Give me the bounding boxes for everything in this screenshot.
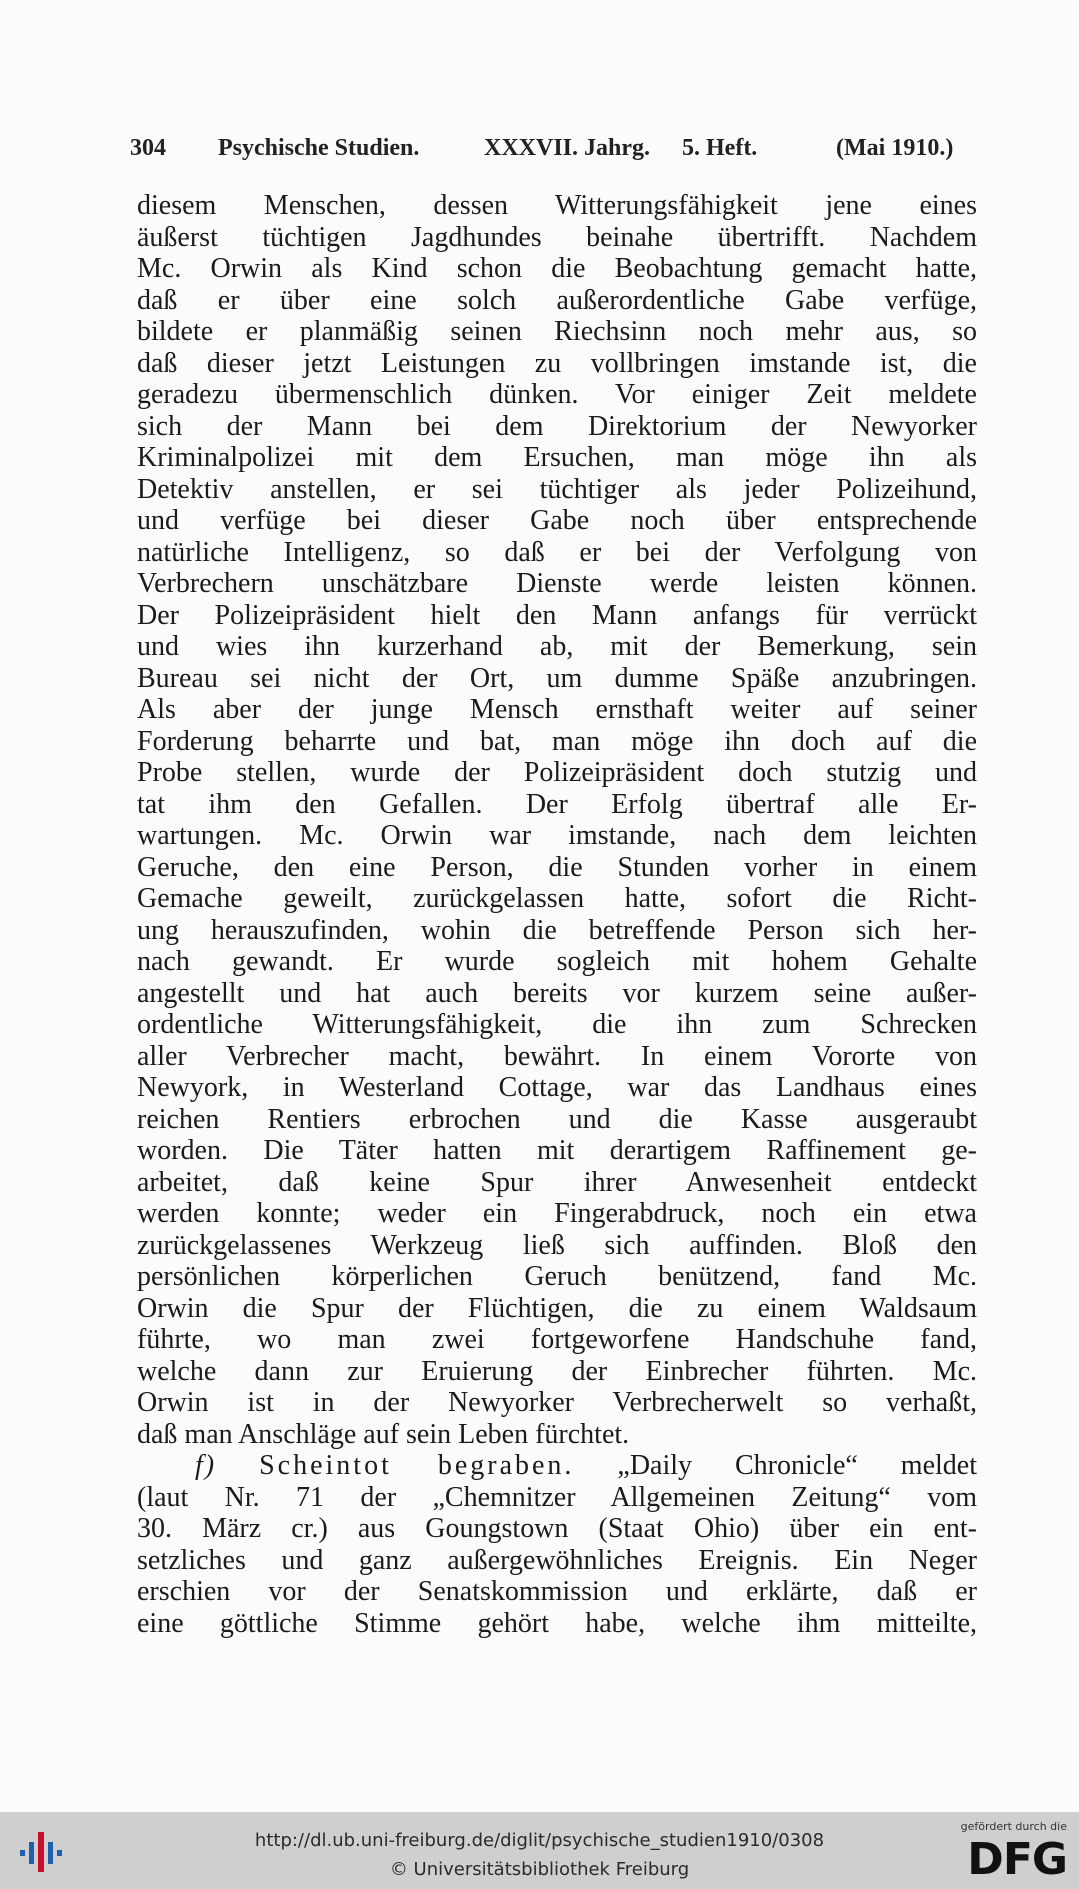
section-heading: Scheintot begraben.	[259, 1450, 575, 1481]
text-line: ung herauszufinden, wohin die betreffende Person sich her-	[137, 914, 977, 946]
dfg-tagline: gefördert durch die	[960, 1820, 1067, 1833]
running-head	[130, 135, 980, 171]
text-line: bildete er planmäßig seinen Riechsinn noch mehr aus, so	[137, 316, 977, 347]
text-line: natürliche Intelligenz, so daß er bei der Verfolgung von	[137, 536, 977, 568]
permalink-url[interactable]: http://dl.ub.uni-freiburg.de/diglit/psychische_studien1910/0308	[254, 1830, 825, 1851]
issue-label: 5. Heft.	[682, 135, 758, 161]
text-line: Als aber der junge Mensch ernsthaft weiter auf seiner	[137, 694, 977, 725]
text-line: Forderung beharrte und bat, man möge ihn doch auf die	[137, 725, 977, 757]
text-line: wartungen. Mc. Orwin war imstande, nach dem leichten	[137, 820, 977, 851]
text-line: Bureau sei nicht der Ort, um dumme Späße anzubringen.	[137, 662, 977, 694]
text-line: persönlichen körperlichen Geruch benützend, fand Mc.	[137, 1261, 977, 1292]
text-line: Der Polizeipräsident hielt den Mann anfangs für verrückt	[137, 599, 977, 631]
text-line: Mc. Orwin als Kind schon die Beobachtung gemacht hatte,	[137, 253, 977, 284]
text-line: werden konnte; weder ein Fingerabdruck, noch ein etwa	[137, 1198, 977, 1229]
text-line: angestellt und hat auch bereits vor kurzem seine außer-	[137, 977, 977, 1009]
viewer-footer	[0, 1812, 1079, 1889]
volume-label: XXXVII. Jahrg.	[484, 135, 651, 161]
text-line: führte, wo man zwei fortgeworfene Handschuhe fand,	[137, 1324, 977, 1355]
text-line: eine göttliche Stimme gehört habe, welche ihm mitteilte,	[137, 1607, 977, 1639]
text-line: Probe stellen, wurde der Polizeipräsident doch stutzig und	[137, 757, 977, 788]
text-line: reichen Rentiers erbrochen und die Kasse ausgeraubt	[137, 1103, 977, 1135]
text-line: daß dieser jetzt Leistungen zu vollbringen imstande ist, die	[137, 347, 977, 379]
text-line: diesem Menschen, dessen Witterungsfähigkeit jene eines	[137, 190, 977, 221]
text-line: Detektiv anstellen, er sei tüchtiger als jeder Polizeihund,	[137, 473, 977, 505]
journal-title: Psychische Studien.	[218, 135, 420, 161]
text-line: Geruche, den eine Person, die Stunden vorher in einem	[137, 851, 977, 883]
text-line: aller Verbrecher macht, bewährt. In einem Vororte von	[137, 1040, 977, 1072]
dfg-logo	[947, 1820, 1067, 1884]
text-line: daß er über eine solch außerordentliche Gabe verfüge,	[137, 284, 977, 316]
text-line: ordentliche Witterungsfähigkeit, die ihn zum Schrecken	[137, 1009, 977, 1040]
issue-date: (Mai 1910.)	[836, 135, 954, 161]
text-line: zurückgelassenes Werkzeug ließ sich auffinden. Bloß den	[137, 1229, 977, 1261]
paragraph-heading-line	[137, 1450, 977, 1482]
text-line: sich der Mann bei dem Direktorium der Newyorker	[137, 410, 977, 442]
dfg-wordmark: DFG	[967, 1834, 1067, 1885]
text-line: Newyork, in Westerland Cottage, war das Landhaus eines	[137, 1072, 977, 1103]
text-line: welche dann zur Eruierung der Einbrecher führten. Mc.	[137, 1355, 977, 1387]
body-text	[137, 190, 977, 1639]
text-line: und wies ihn kurzerhand ab, mit der Bemerkung, sein	[137, 631, 977, 662]
text-line: nach gewandt. Er wurde sogleich mit hohem Gehalte	[137, 946, 977, 977]
text-line: äußerst tüchtigen Jagdhundes beinahe übertrifft. Nachdem	[137, 221, 977, 253]
copyright-notice: © Universitätsbibliothek Freiburg	[389, 1859, 690, 1880]
page-number: 304	[130, 135, 166, 161]
text-line: 30. März cr.) aus Goungstown (Staat Ohio) über ein ent-	[137, 1513, 977, 1544]
text-line: arbeitet, daß keine Spur ihrer Anwesenheit entdeckt	[137, 1166, 977, 1198]
text-line: Orwin ist in der Newyorker Verbrecherwelt so verhaßt,	[137, 1387, 977, 1418]
text-line: (laut Nr. 71 der „Chemnitzer Allgemeinen Zeitung“ vom	[137, 1481, 977, 1513]
text-line: setzliches und ganz außergewöhnliches Ereignis. Ein Neger	[137, 1544, 977, 1576]
text-line: und verfüge bei dieser Gabe noch über entsprechende	[137, 505, 977, 536]
text-fragment: „Daily Chronicle“ meldet	[617, 1450, 977, 1481]
text-line: geradezu übermenschlich dünken. Vor einiger Zeit meldete	[137, 379, 977, 410]
text-line: Verbrechern unschätzbare Dienste werde leisten können.	[137, 568, 977, 599]
text-line: erschien vor der Senatskommission und erklärte, daß er	[137, 1576, 977, 1607]
text-line: Orwin die Spur der Flüchtigen, die zu einem Waldsaum	[137, 1292, 977, 1324]
section-marker: f)	[195, 1450, 217, 1481]
text-line: Gemache geweilt, zurückgelassen hatte, sofort die Richt-	[137, 883, 977, 914]
text-line: worden. Die Täter hatten mit derartigem Raffinement ge-	[137, 1135, 977, 1166]
text-line: Kriminalpolizei mit dem Ersuchen, man möge ihn als	[137, 442, 977, 473]
text-line: daß man Anschläge auf sein Leben fürchtet.	[137, 1418, 630, 1450]
text-line: tat ihm den Gefallen. Der Erfolg übertraf alle Er-	[137, 788, 977, 820]
